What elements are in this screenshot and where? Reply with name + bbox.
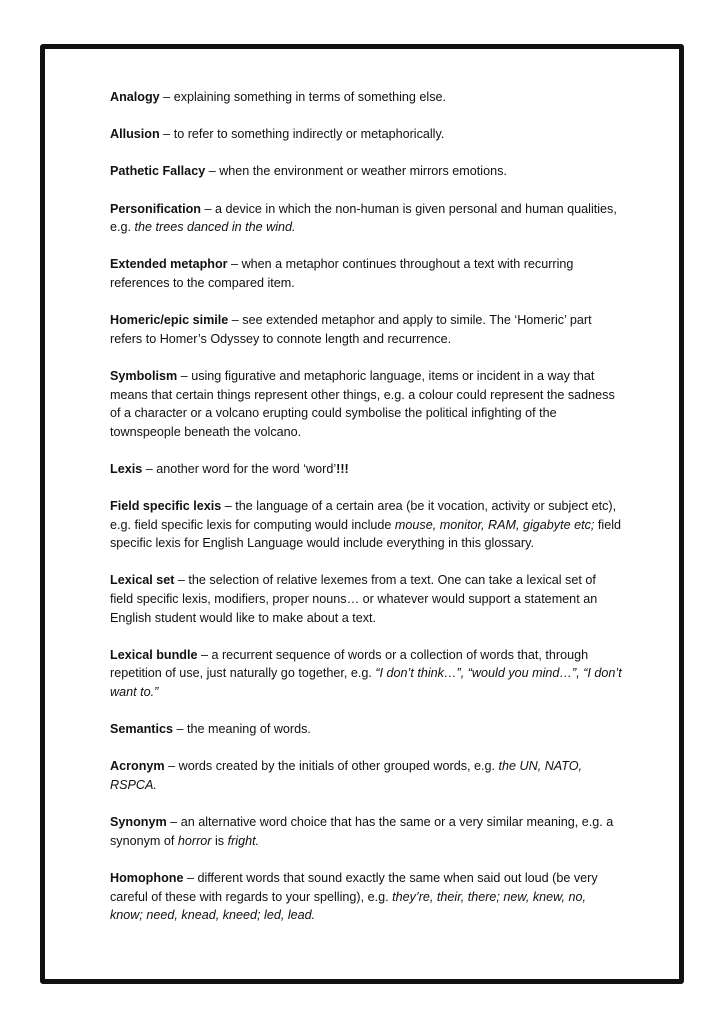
glossary-definition-text: the trees danced in the wind. (134, 220, 296, 235)
glossary-definition-text: is (211, 833, 228, 848)
glossary-term: Synonym (110, 815, 167, 830)
glossary-term: Acronym (110, 759, 165, 774)
glossary-definition-text: – another word for the word ‘word’ (142, 461, 337, 476)
glossary-entry (110, 162, 622, 181)
glossary-entry (110, 720, 622, 739)
glossary-entry (110, 757, 622, 794)
glossary-entry (110, 646, 622, 702)
glossary-definition-text: – the meaning of words. (173, 722, 311, 737)
glossary-entry (110, 255, 622, 292)
glossary-entry (110, 311, 622, 348)
glossary-list (110, 88, 622, 943)
glossary-term: Lexical set (110, 573, 175, 588)
glossary-definition-text: they’re, their, there; new, knew, no, know; need, knead, kneed; led, lead. (110, 889, 587, 923)
glossary-entry (110, 367, 622, 441)
glossary-definition-text: “I don’t think…”, “would you mind…”, “I don’t want to.” (110, 666, 622, 699)
glossary-definition-text: – to refer to something indirectly or metaphorically. (159, 127, 445, 142)
glossary-definition-text: horror (177, 833, 212, 848)
glossary-entry (110, 571, 622, 627)
glossary-definition-text: – see extended metaphor and apply to simile. The ‘Homeric’ part refers to Homer’s Odyssey to connote length and recurrence. (110, 313, 592, 346)
glossary-definition-text: field specific lexis for English Language would include everything in this glossary. (110, 517, 622, 551)
glossary-definition-text: – using figurative and metaphoric language, items or incident in a way that means that certain things represent other things, e.g. a colour could represent the sadness of a character or a volcano erupting could symbolise the political infighting of the townspeople beneath the volcano. (110, 368, 615, 439)
glossary-term: Extended metaphor (110, 257, 228, 272)
glossary-entry (110, 869, 622, 925)
glossary-definition-text: – when the environment or weather mirrors emotions. (205, 164, 507, 179)
glossary-definition-text: – words created by the initials of other grouped words, e.g. (164, 759, 499, 774)
glossary-term: Lexical bundle (110, 647, 198, 662)
glossary-term: Pathetic Fallacy (110, 164, 206, 179)
glossary-definition-text: fright. (227, 833, 260, 848)
glossary-term: Homophone (110, 870, 184, 885)
glossary-entry (110, 200, 622, 237)
glossary-term: Symbolism (110, 368, 178, 383)
glossary-definition-text: – explaining something in terms of something else. (159, 90, 446, 104)
glossary-definition-text: – an alternative word choice that has the same or a very similar meaning, e.g. a synonym of (110, 815, 614, 848)
glossary-definition-text: – a recurrent sequence of words or a collection of words that, through repetition of use, just naturally go together, e.g. (110, 647, 589, 681)
glossary-term: Analogy (110, 90, 160, 104)
glossary-term: Field specific lexis (110, 499, 222, 514)
glossary-definition-text: – when a metaphor continues throughout a text with recurring references to the compared item. (110, 257, 574, 290)
glossary-term: Homeric/epic simile (110, 313, 229, 328)
glossary-definition-text: mouse, monitor, RAM, gigabyte etc; (394, 517, 595, 532)
glossary-entry (110, 125, 622, 144)
glossary-term: Allusion (110, 127, 160, 142)
glossary-definition-text: – a device in which the non-human is given personal and human qualities, e.g. (110, 201, 617, 235)
glossary-entry (110, 460, 622, 479)
glossary-definition-text: – different words that sound exactly the same when said out loud (be very careful of these with regards to your spelling), e.g. (110, 870, 598, 904)
glossary-definition-text: – the language of a certain area (be it vocation, activity or subject etc), e.g. field specific lexis for computing would include (110, 499, 617, 532)
glossary-entry (110, 813, 622, 850)
glossary-term: Lexis (110, 461, 143, 476)
glossary-definition-text: – the selection of relative lexemes from a text. One can take a lexical set of field specific lexis, modifiers, proper nouns… or whatever would support a statement an English student would like to make about a text. (110, 573, 598, 625)
glossary-entry (110, 88, 622, 107)
glossary-term: Semantics (110, 722, 173, 737)
glossary-definition-text: !!! (336, 461, 349, 476)
glossary-definition-text: the UN, NATO, RSPCA. (110, 759, 583, 792)
glossary-term: Personification (110, 201, 201, 216)
glossary-entry (110, 497, 622, 553)
